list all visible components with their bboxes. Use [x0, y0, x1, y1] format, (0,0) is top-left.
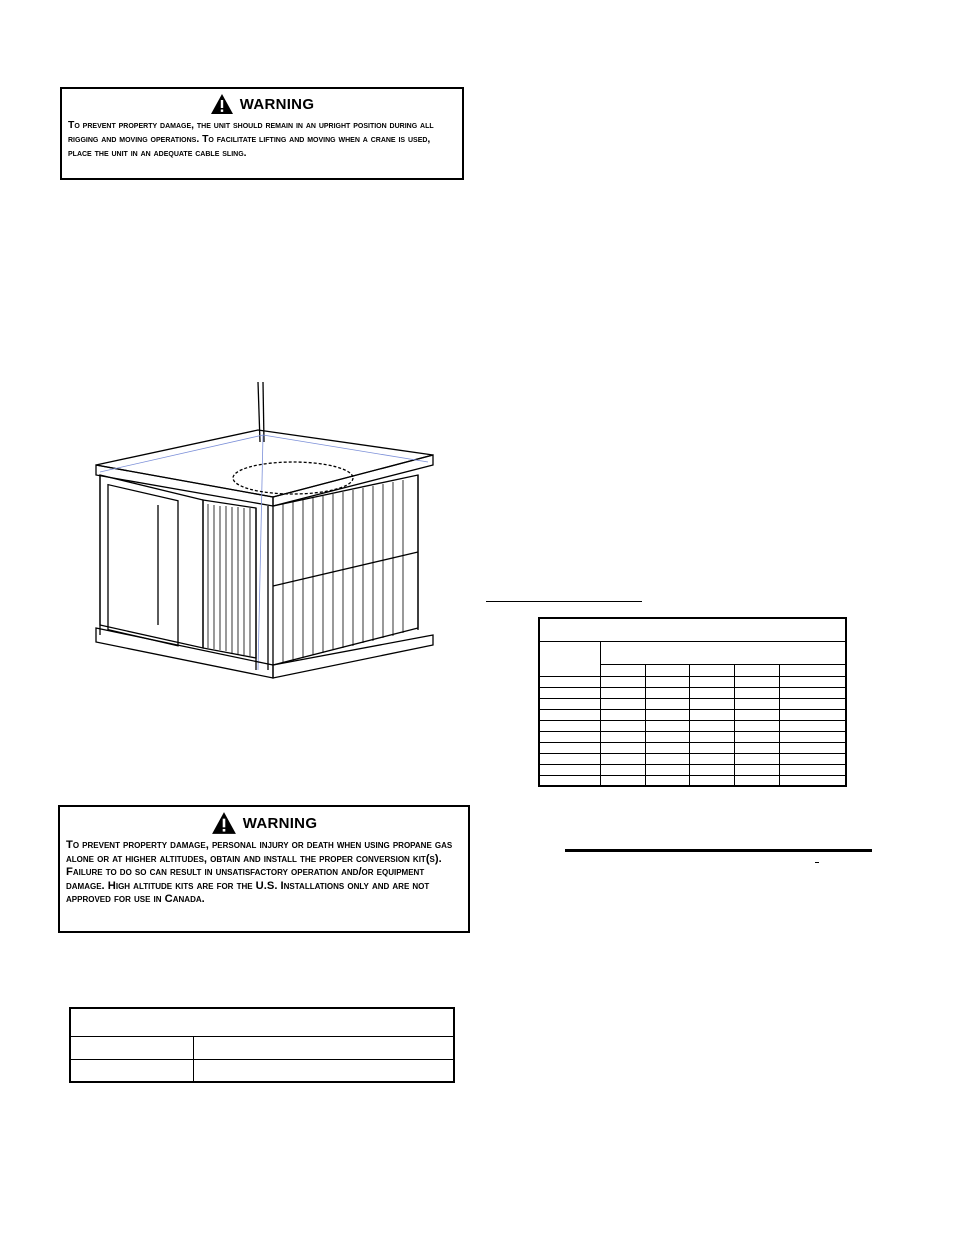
warning-box-propane — [58, 805, 470, 933]
warning-text: To prevent property damage, personal injury or death when using propane gas alone or at higher altitudes, obtain and install the proper conversion kit(s). Failure to do so can result in unsatisfactory operation and/or equipment damage. High altitude kits are for the U.S. Installations only and are not approved for use in Canada. — [66, 839, 453, 906]
warning-title: WARNING — [239, 95, 315, 113]
warning-box-rigging — [60, 87, 464, 180]
table-row — [539, 720, 846, 731]
warning-triangle-icon — [210, 93, 234, 115]
table-row — [539, 687, 846, 698]
warning-header — [60, 811, 468, 835]
table-row — [539, 676, 846, 687]
rooftop-unit-illustration — [88, 380, 438, 685]
kit-table — [69, 1007, 455, 1083]
warning-text: To prevent property damage, the unit should remain in an upright position during all rigging and moving operations. To facilitate lifting and moving when a crane is used, place the unit in an adequate cable sling. — [68, 120, 434, 159]
small-dash — [815, 862, 819, 863]
table-title-cell — [539, 618, 846, 641]
warning-header — [62, 93, 462, 115]
section-divider — [565, 849, 872, 852]
table-row — [539, 742, 846, 753]
table-row — [539, 764, 846, 775]
table-row — [70, 1059, 454, 1082]
table-header-cell — [734, 664, 779, 676]
table-header-cell — [645, 664, 690, 676]
table-row — [70, 1036, 454, 1059]
table-header-cell — [690, 664, 735, 676]
table-row — [539, 731, 846, 742]
table-header-cell — [601, 641, 847, 664]
conversion-table — [538, 617, 847, 787]
warning-title: WARNING — [242, 814, 318, 832]
table-row — [539, 709, 846, 720]
table-header-cell — [601, 664, 646, 676]
table-header-cell — [779, 664, 846, 676]
table-row — [539, 753, 846, 764]
table-row — [539, 698, 846, 709]
section-underline — [486, 601, 642, 602]
table-row — [539, 775, 846, 786]
table-header-cell — [539, 641, 601, 676]
warning-triangle-icon — [211, 811, 237, 835]
table-title-cell — [70, 1008, 454, 1036]
